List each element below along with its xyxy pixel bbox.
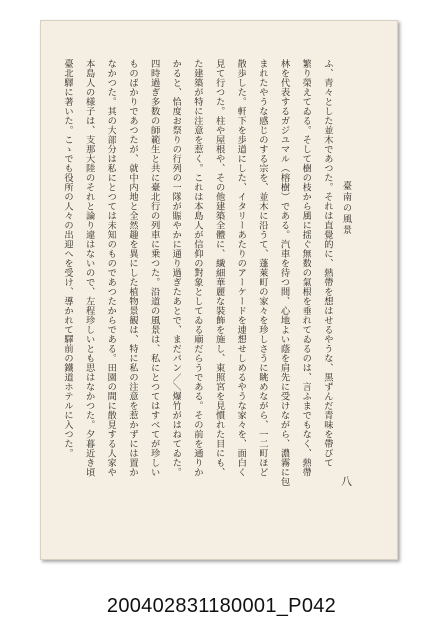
running-head: 臺南の風景 <box>341 181 351 236</box>
text-column: なかつた。其の大部分は私にとつては未知のものであつたからである。田園の間に散見する人家や <box>105 59 117 477</box>
text-column: 本島人の様子は、支那大陸のそれと論り違はないので、左程珍しいとも思はなかつた。夕暮近き頃 <box>83 59 95 477</box>
text-column: まれたやうな感じのする宗を、並木に沿うて、蓬萊町の家々を珍しさうに眺めながら、一二町ほど <box>256 59 268 477</box>
text-column: た建築が特に注意を惹く。これは本島人が信仰の對象としてゐる廟だらうである。その前を通りか <box>191 59 203 477</box>
body-text <box>61 59 333 503</box>
text-column: 散歩した。軒下を歩道にした、イタリーあたりのアーケードを連想せしめるやうな家々を、面白く <box>235 59 247 477</box>
text-column: かると、恰度お祭りの行列の一隊が賑やかに通り過ぎたあとで、まだパン／＼爆竹がはねてゐた。 <box>170 59 182 477</box>
text-column: 林を代表するガジユマル（榕樹）である。汽車を待つ間、心地よい蔭を肩先に受けながら、濃霧に包 <box>278 59 290 487</box>
text-column: ふ、青々とした並木であつた。それは直覺的に、熱帶を想はせるやうな、黒ずんだ青味を帶びて <box>321 59 333 468</box>
text-column: 繁り榮えてゐる。そして樹の枝から風に揺ぐ無数の氣根を垂れてゐるのは、言ふまでもなく、熱帶 <box>300 59 312 477</box>
text-column: 臺北驛に著いた。こゝでも役所の人々の出迎へを受け、導かれて驛前の鐵道ホテルに入つた。 <box>62 59 73 458</box>
image-identifier: 200402831180001_P042 <box>106 595 337 617</box>
text-column: ものばかりであつたが、就中内地と全然趣を異にした植物景観は、特に私の注意を惹かずには置か <box>126 59 138 477</box>
text-column: 四時過ぎ多数の師範生と共に臺北行の列車に乗つた。沿道の風景は、私にとつてはすべてが珍しい <box>148 59 160 477</box>
book-page <box>40 20 398 560</box>
text-column: 見て行つた。柱や屋根や、その他建築全體に、繊細華麗な裝飾を施し、東照宮を見慣れた目にも、 <box>213 59 225 477</box>
page-number: 八 <box>341 475 352 488</box>
